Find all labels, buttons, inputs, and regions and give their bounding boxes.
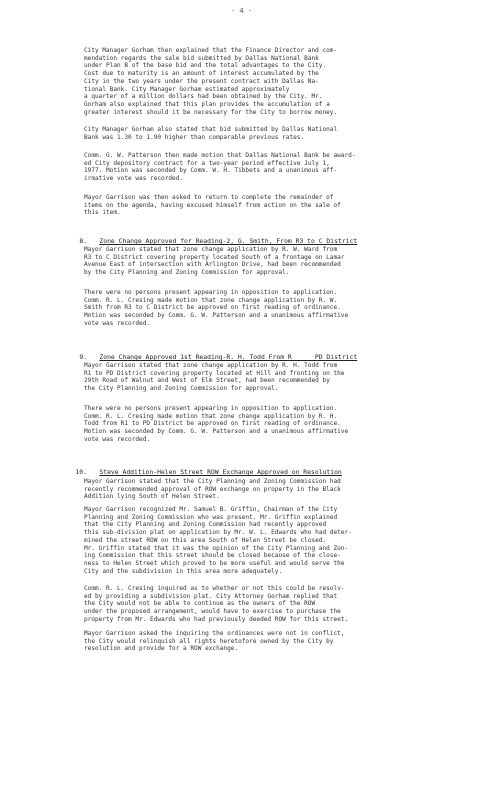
text-line: Mayor Garrison stated that zone change application by R. W. Ward from <box>84 246 338 253</box>
paragraph <box>84 405 454 444</box>
text-line: Mr. Griffin stated that it was the opinion of the City Planning and Zon- <box>84 544 349 552</box>
text-line: ness to Helen Street which proved to be more useful and would serve the <box>84 559 345 567</box>
section-number: 8. <box>79 237 88 245</box>
text-line: ing Commission that this street should be closed because of the close- <box>84 552 341 560</box>
text-line: that the City Planning and Zoning Commission had recently approved <box>84 521 327 529</box>
text-line: vote was recorded. <box>84 319 151 327</box>
text-line: ed City depository contract for a two-year period effective July 1, <box>84 159 330 167</box>
text-line: 1977. Motion was seconded by Comm. W. H. Tibbets and a unanimous aff- <box>84 167 338 175</box>
text-line: this sub-division plat on application by Mr. W. L. Edwards who had deter- <box>84 529 352 537</box>
text-line: City Manager Gorham also stated that bid submitted by Dallas National <box>84 126 338 133</box>
text-line: There were no persons present appearing in opposition to application. <box>84 405 338 412</box>
text-line: mined the street ROW on this area South of Helen Street be closed. <box>84 536 327 544</box>
paragraph <box>84 246 454 277</box>
text-line: tional Bank. City Manager Gorham estimated approximately <box>84 85 290 93</box>
text-line: Bank was 1.30 to 1.90 higher than comparable previous rates. <box>84 133 305 141</box>
text-line: ed by providing a subdivision plat. City Attorney Gorham replied that <box>84 592 338 600</box>
text-line: under Plan B of the base bid and the total advantages to the City. <box>84 62 327 70</box>
text-line: Avenue East of intersection with Arlington Drive, had been recommended <box>84 261 341 269</box>
paragraph <box>84 289 454 328</box>
section-number: 10. <box>75 468 87 476</box>
text-line: recently recommended approval of ROW exchange on property in the Black <box>84 485 341 493</box>
text-line: City Manager Gorham then explained that the Finance Director and com- <box>84 47 338 54</box>
text-line: by the City Planning and Zoning Commission for approval. <box>84 269 290 277</box>
text-line: Cost due to maturity is an amount of interest accumulated by the <box>84 70 319 78</box>
paragraph <box>84 478 454 501</box>
text-line: the City would relinquish all rights heretofore owned by the City by <box>84 637 334 645</box>
page-number: - 4 - <box>230 7 253 15</box>
paragraph <box>84 362 454 393</box>
text-line: Mayor Garrison asked the inquiring the ordinances were not in conflict, <box>84 630 345 637</box>
text-line: There were no persons present appearing in opposition to application. <box>84 289 338 296</box>
text-line: Mayor Garrison stated that the City Planning and Zoning Commission had <box>84 478 341 485</box>
text-line: under the proposed arrangement, would have to exercise to purchase the <box>84 608 341 616</box>
text-line: Motion was seconded by Comm. G. W. Patterson and a unanimous affirmative <box>84 428 349 436</box>
paragraph <box>84 126 454 141</box>
paragraph <box>84 194 454 217</box>
paragraph <box>84 630 454 653</box>
text-line: this item. <box>84 209 121 217</box>
text-line: Todd from R1 to PD District be approved on first reading of ordinance. <box>84 420 341 428</box>
text-line: Gorham also explained that this plan provides the accumulation of a <box>84 100 330 108</box>
text-line: greater interest should it be necessary for the City to borrow money. <box>84 108 338 116</box>
text-line: Mayor Garrison recognized Mr. Samuel B. Griffin, Chairman of the City <box>84 506 338 513</box>
text-line: the City Planning and Zoning Commission for approval. <box>84 385 279 393</box>
section-number: 9. <box>79 353 88 361</box>
section-title: Steve Addition-Helen Street ROW Exchange Approved on Resolution <box>99 468 342 476</box>
section-title: Zone Change Approved 1st Reading-R. H. Todd From R_____ PD District <box>99 353 358 361</box>
text-line: R3 to C District covering property located South of a frontage on Lamar <box>84 253 345 261</box>
paragraph <box>84 152 454 183</box>
text-line: the City would not be able to continue as the owners of the ROW <box>84 600 316 608</box>
text-line: City and the subdivision in this area more adequately. <box>84 567 283 575</box>
text-line: Comm. R. L. Cresing inquired as to whether or not this could be resolv- <box>84 585 345 592</box>
text-line: Planning and Zoning Commission who was present. Mr. Griffin explained <box>84 513 338 521</box>
text-line: mendation regards the sale bid submitted by Dallas National Bank <box>84 54 319 62</box>
text-line: a quarter of a million dollars had been obtained by the City. Mr. <box>84 93 323 101</box>
text-line: Addition lying South of Helen Street. <box>84 493 220 501</box>
text-line: Mayor Garrison stated that zone change application by R. H. Todd from <box>84 362 338 369</box>
text-line: items on the agenda, having excused himself from action on the sale of <box>84 201 341 209</box>
text-line: R1 to PD District covering property located at Hill and fronting on the <box>84 369 345 377</box>
text-line: Comm. R. L. Cresing made motion that zone change application by R. W. <box>84 296 338 304</box>
text-line: resolution and provide for a ROW exchange. <box>84 645 239 653</box>
text-line: property from Mr. Edwards who had previously deeded ROW for this street. <box>84 615 349 623</box>
text-line: Comm. R. L. Cresing made motion that zone change application by R. H. <box>84 412 338 420</box>
text-line: City in the two years under the present contract with Dallas Na- <box>84 77 319 85</box>
text-line: vote was recorded. <box>84 435 151 443</box>
paragraph <box>84 585 454 624</box>
section-title: Zone Change Approved for Reading-2, G. Smith, From R3 to C District <box>99 237 358 245</box>
text-line: irmative vote was recorded. <box>84 175 184 183</box>
text-line: Mayor Garrison was then asked to return to complete the remainder of <box>84 194 334 201</box>
text-line: Motion was seconded by Comm. G. W. Patterson and a unanimous affirmative <box>84 312 349 320</box>
text-line: Smith from R3 to C District be approved on first reading of ordinance. <box>84 304 341 312</box>
text-line: Comm. G. W. Patterson then made motion that Dallas National Bank be award- <box>84 152 356 159</box>
paragraph <box>84 506 454 575</box>
paragraph <box>84 47 454 116</box>
text-line: 29th Road of Walnut and West of Elm Street, had been recommended by <box>84 377 330 385</box>
